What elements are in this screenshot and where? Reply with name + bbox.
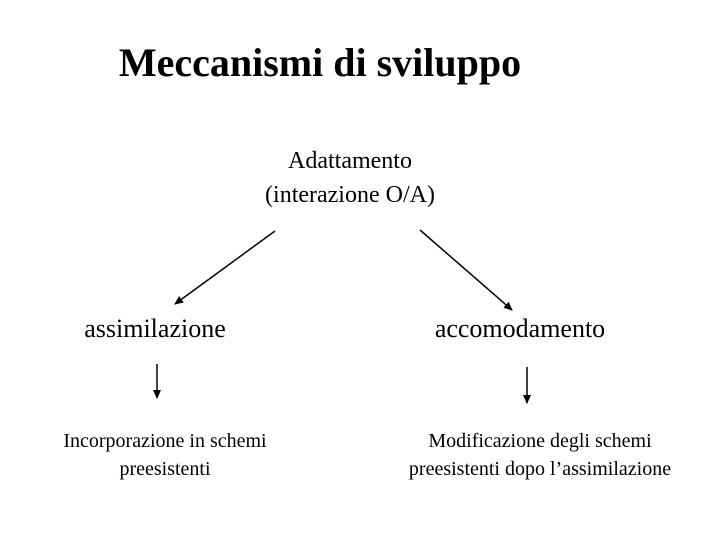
- root-node-sublabel: (interazione O/A): [265, 182, 435, 208]
- assimilation-node-label: assimilazione: [84, 314, 226, 343]
- assimilation-description-line-2: preesistenti: [119, 458, 211, 480]
- accommodation-description-line-2: preesistenti dopo l’assimilazione: [408, 458, 672, 480]
- assimilation-description-line-1: Incorporazione in schemi: [63, 430, 267, 452]
- arrow-root-to-assimilation: [175, 231, 275, 304]
- root-node-label: Adattamento: [288, 148, 412, 174]
- accommodation-description-line-1: Modificazione degli schemi: [428, 430, 652, 452]
- accommodation-node-label: accomodamento: [434, 314, 606, 343]
- slide-title: Meccanismi di sviluppo: [118, 40, 522, 85]
- arrow-root-to-accommodation: [420, 230, 512, 310]
